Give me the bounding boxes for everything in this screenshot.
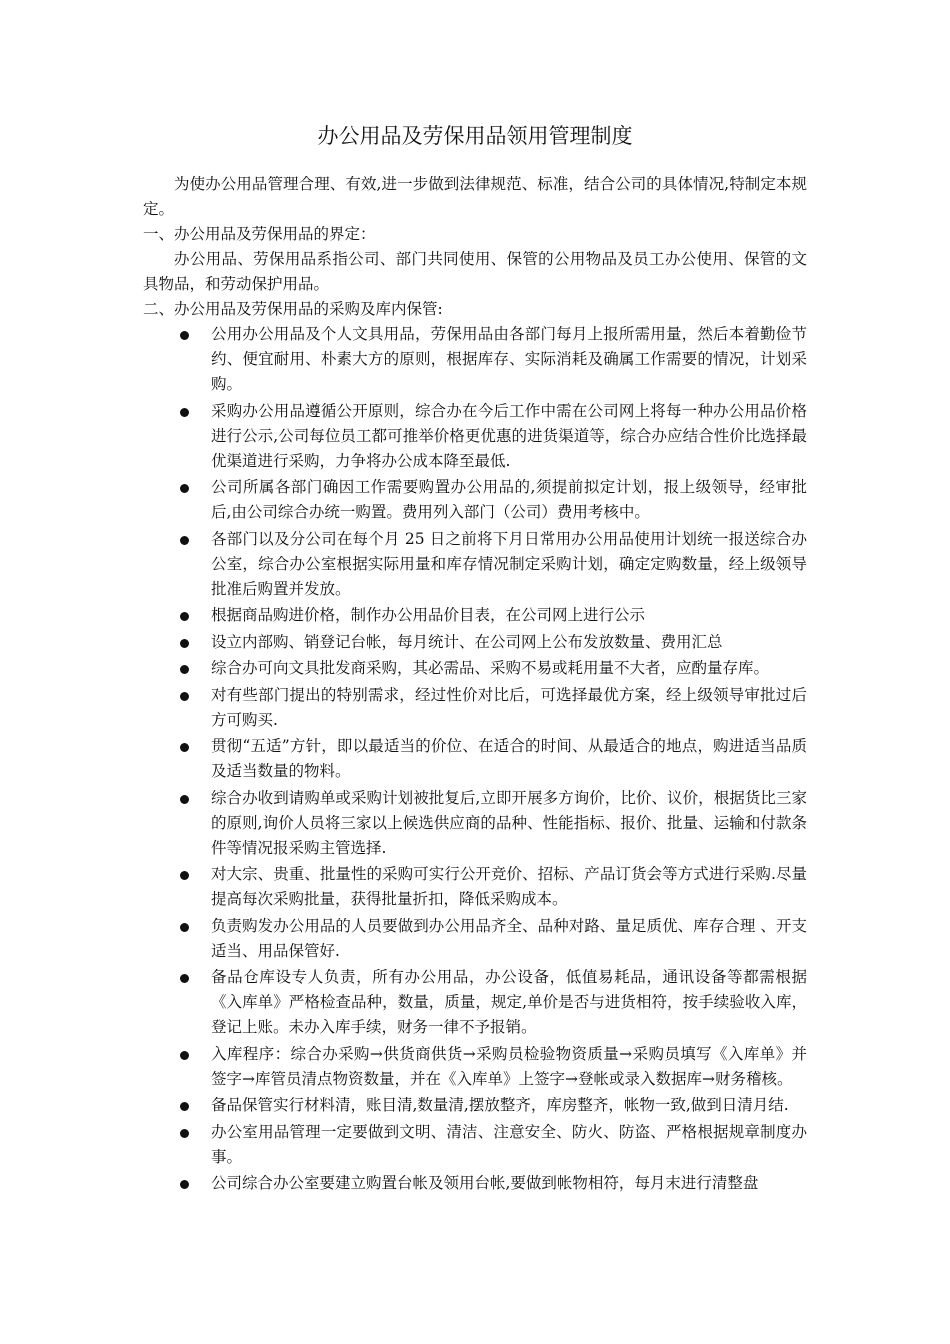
- bullet-icon: [180, 871, 189, 880]
- list-item: [143, 914, 807, 964]
- section-1-heading: 一、办公用品及劳保用品的界定：: [143, 225, 376, 243]
- list-item: [143, 527, 807, 602]
- bullet-icon: [180, 1102, 189, 1111]
- list-item: [143, 786, 807, 861]
- list-item: [143, 862, 807, 912]
- list-item: [143, 603, 807, 628]
- list-item-text: 对大宗、贵重、批量性的采购可实行公开竞价、招标、产品订货会等方式进行采购.尽量提高每次采购批量，获得批量折扣，降低采购成本。: [211, 865, 807, 908]
- bullet-icon: [180, 331, 189, 340]
- document-title: 办公用品及劳保用品领用管理制度: [317, 124, 633, 148]
- list-item-text: 公司综合办公室要建立购置台帐及领用台帐,要做到帐物相符，每月末进行清整盘: [211, 1174, 759, 1192]
- bullet-icon: [180, 1051, 189, 1060]
- intro-paragraph: 为使办公用品管理合理、有效,进一步做到法律规范、标准，结合公司的具体情况,特制定本规定。: [143, 175, 807, 218]
- bullet-icon: [180, 1129, 189, 1138]
- bullet-icon: [180, 536, 189, 545]
- list-item-text: 设立内部购、销登记台帐，每月统计、在公司网上公布发放数量、费用汇总: [211, 632, 723, 651]
- list-item-text: 综合办可向文具批发商采购，其必需品、采购不易或耗用量不大者，应酌量存库。: [211, 659, 770, 677]
- list-item-text: 负责购发办公用品的人员要做到办公用品齐全、品种对路、量足质优、库存合理 、开支适当、用品保管好.: [211, 916, 807, 960]
- document-body: [143, 172, 807, 1198]
- section-2-heading: 二、办公用品及劳保用品的采购及库内保管:: [143, 300, 443, 318]
- bullet-icon: [180, 484, 189, 493]
- list-item: [143, 1042, 807, 1092]
- list-item: [143, 475, 807, 525]
- bullet-icon: [180, 923, 189, 932]
- bullet-icon: [180, 665, 189, 674]
- list-item-text: 公司所属各部门确因工作需要购置办公用品的,须提前拟定计划，报上级领导，经审批后,由公司综合办统一购置。费用列入部门（公司）费用考核中。: [211, 478, 807, 521]
- list-item-text: 入库程序：综合办采购→供货商供货→采购员检验物资质量→采购员填写《入库单》并签字→库管员清点物资数量，并在《入库单》上签字→登帐或录入数据库→财务稽核。: [211, 1044, 807, 1088]
- list-item-text: 备品保管实行材料清，账目清,数量清,摆放整齐，库房整齐，帐物一致,做到日清月结.: [211, 1096, 789, 1114]
- list-item: [143, 965, 807, 1040]
- bullet-icon: [180, 974, 189, 983]
- list-item: [143, 734, 807, 784]
- list-item-text: 备品仓库设专人负责，所有办公用品，办公设备，低值易耗品，通讯设备等都需根据《入库单》严格检查品种，数量，质量，规定,单价是否与进货相符，按手续验收入库，登记上账。未办入库手续，财务一律不予报销。: [211, 968, 807, 1036]
- bullet-icon: [180, 795, 189, 804]
- bullet-icon: [180, 612, 189, 621]
- list-item-text: 采购办公用品遵循公开原则，综合办在今后工作中需在公司网上将每一种办公用品价格进行公示,公司每位员工都可推举价格更优惠的进货渠道等，综合办应结合性价比选择最优渠道进行采购，力争将办公成本降至最低.: [211, 401, 807, 470]
- list-item: [143, 1120, 807, 1170]
- list-item-text: 对有些部门提出的特别需求，经过性价对比后，可选择最优方案，经上级领导审批过后方可购买.: [211, 685, 807, 729]
- list-item-text: 各部门以及分公司在每个月 25 日之前将下月日常用办公用品使用计划统一报送综合办公室，综合办公室根据实际用量和库存情况制定采购计划，确定定购数量，经上级领导批准后购置并发放。: [211, 529, 807, 598]
- bullet-icon: [180, 743, 189, 752]
- bullet-icon: [180, 408, 189, 417]
- bullet-icon: [180, 1180, 189, 1189]
- list-item: [143, 630, 807, 655]
- list-item: [143, 322, 807, 397]
- section-1-text: 办公用品、劳保用品系指公司、部门共同使用、保管的公用物品及员工办公使用、保管的文具物品，和劳动保护用品。: [143, 250, 807, 293]
- bullet-icon: [180, 639, 189, 648]
- bullet-icon: [180, 692, 189, 701]
- section-2-bullet-list: [143, 322, 807, 1196]
- list-item-text: 根据商品购进价格，制作办公用品价目表，在公司网上进行公示: [211, 606, 646, 624]
- list-item: [143, 656, 807, 681]
- list-item-text: 办公室用品管理一定要做到文明、清洁、注意安全、防火、防盗、严格根据规章制度办事。: [211, 1122, 807, 1166]
- list-item: [143, 1171, 807, 1196]
- list-item-text: 贯彻“五适”方针，即以最适当的价位、在适合的时间、从最适合的地点，购进适当品质及适当数量的物料。: [211, 737, 807, 780]
- list-item: [143, 683, 807, 733]
- list-item: [143, 399, 807, 474]
- list-item: [143, 1093, 807, 1118]
- list-item-text: 公用办公用品及个人文具用品，劳保用品由各部门每月上报所需用量，然后本着勤俭节约、便宜耐用、朴素大方的原则，根据库存、实际消耗及确属工作需要的情况，计划采购。: [211, 325, 807, 393]
- list-item-text: 综合办收到请购单或采购计划被批复后,立即开展多方询价，比价、议价，根据货比三家的原则,询价人员将三家以上候选供应商的品种、性能指标、报价、批量、运输和付款条件等情况报采购主管选择.: [211, 788, 807, 857]
